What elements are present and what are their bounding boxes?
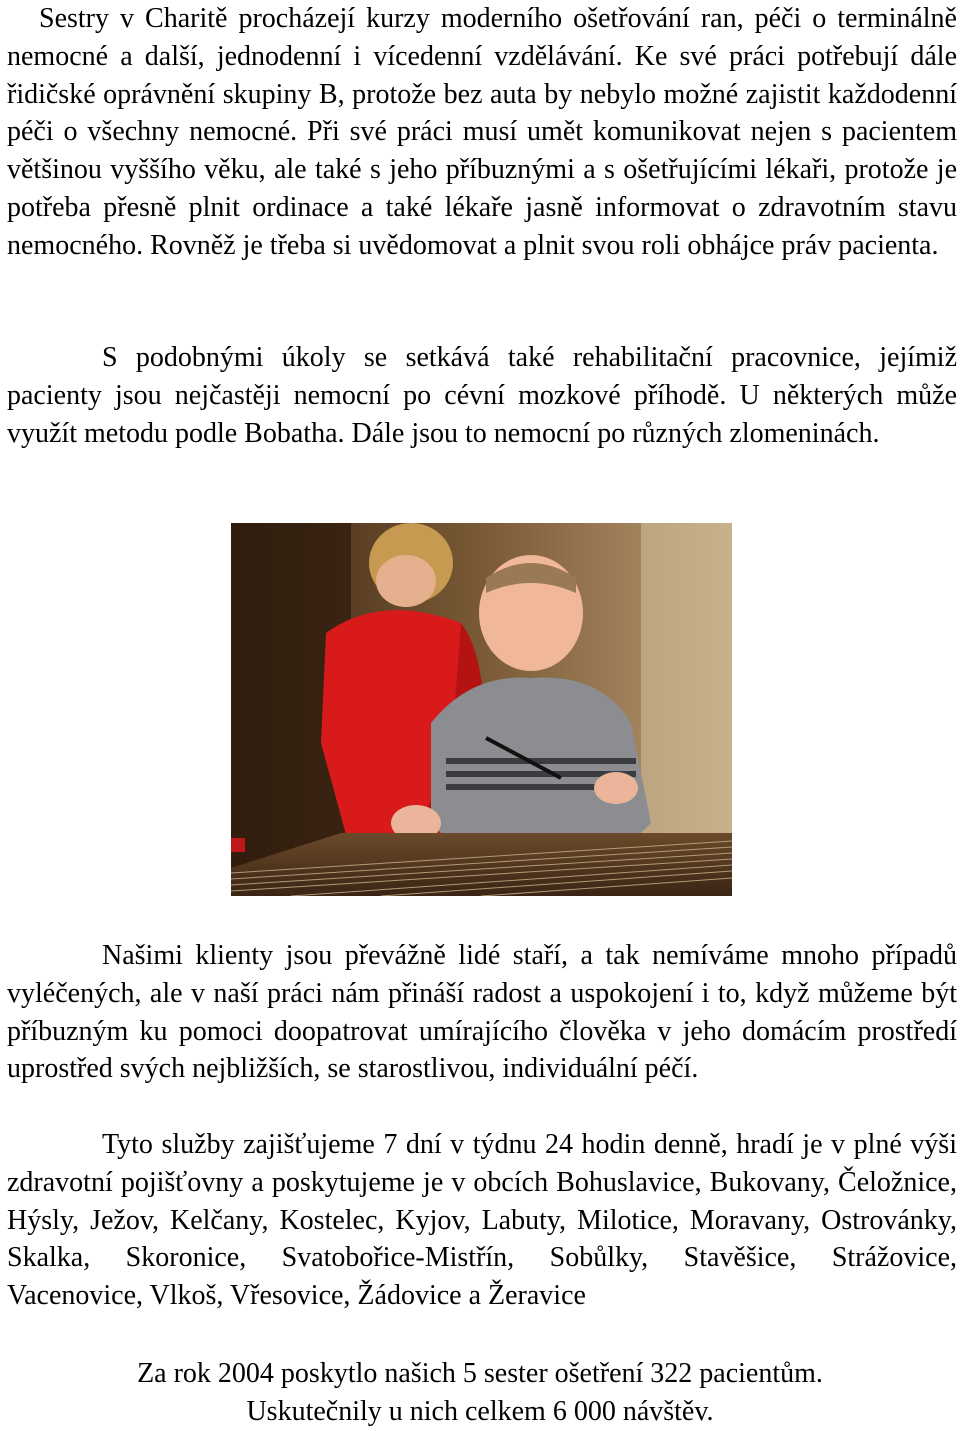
paragraph-services: Tyto služby zajišťujeme 7 dní v týdnu 24 hodin denně, hradí je v plné výši zdravotní pojišťovny a poskytujeme je v obcích Bohuslavice, Bukovany, Čeložnice, Hýsly, Ježov, Kelčany, Kostelec, Kyjov, Labuty, Milotice, Moravany, Ostrovánky, Skalka, Skoronice, Svatobořice-Mistřín, Sobůlky, Stavěšice, Strážovice, Vacenovice, Vlkoš, Vřesovice, Žádovice a Žeravice xyxy=(7,1129,957,1312)
photo-music-therapy xyxy=(231,523,732,896)
paragraph-rehabilitation: S podobnými úkoly se setkává také rehabilitační pracovnice, jejímiž pacienty jsou nejčastěji nemocní po cévní mozkové příhodě. U některých může využít metodu podle Bobatha. Dále jsou to nemocní po různých zlomeninách. xyxy=(7,342,957,449)
summary-visits: Uskutečnily u nich celkem 6 000 návštěv. xyxy=(246,1396,714,1427)
paragraph-education: Sestry v Charitě procházejí kurzy moderního ošetřování ran, péči o terminálně nemocné a další, jednodenní i vícedenní vzdělávání. Ke své práci potřebují dále řidičské oprávnění skupiny B, protože bez auta by nebylo možné zajistit každodenní péči o všechny nemocné. Při své práci musí umět komunikovat nejen s pacientem většinou vyššího věku, ale také s jeho příbuznými a s ošetřujícími lékaři, protože je potřeba přesně plnit ordinace a také lékaře jasně informovat o zdravotním stavu nemocného. Rovněž je třeba si uvědomovat a plnit svou roli obhájce práv pacienta. xyxy=(7,3,957,261)
summary-patients: Za rok 2004 poskytlo našich 5 sester ošetření 322 pacientům. xyxy=(137,1358,823,1389)
paragraph-clients: Našimi klienty jsou převážně lidé staří, a tak nemíváme mnoho případů vyléčených, ale v naší práci nám přináší radost a uspokojení i to, když můžeme být příbuzným ku pomoci doopatrovat umírajícího člověka v jeho domácím prostředí uprostřed svých nejbližších, se starostlivou, individuální péčí. xyxy=(7,940,957,1085)
